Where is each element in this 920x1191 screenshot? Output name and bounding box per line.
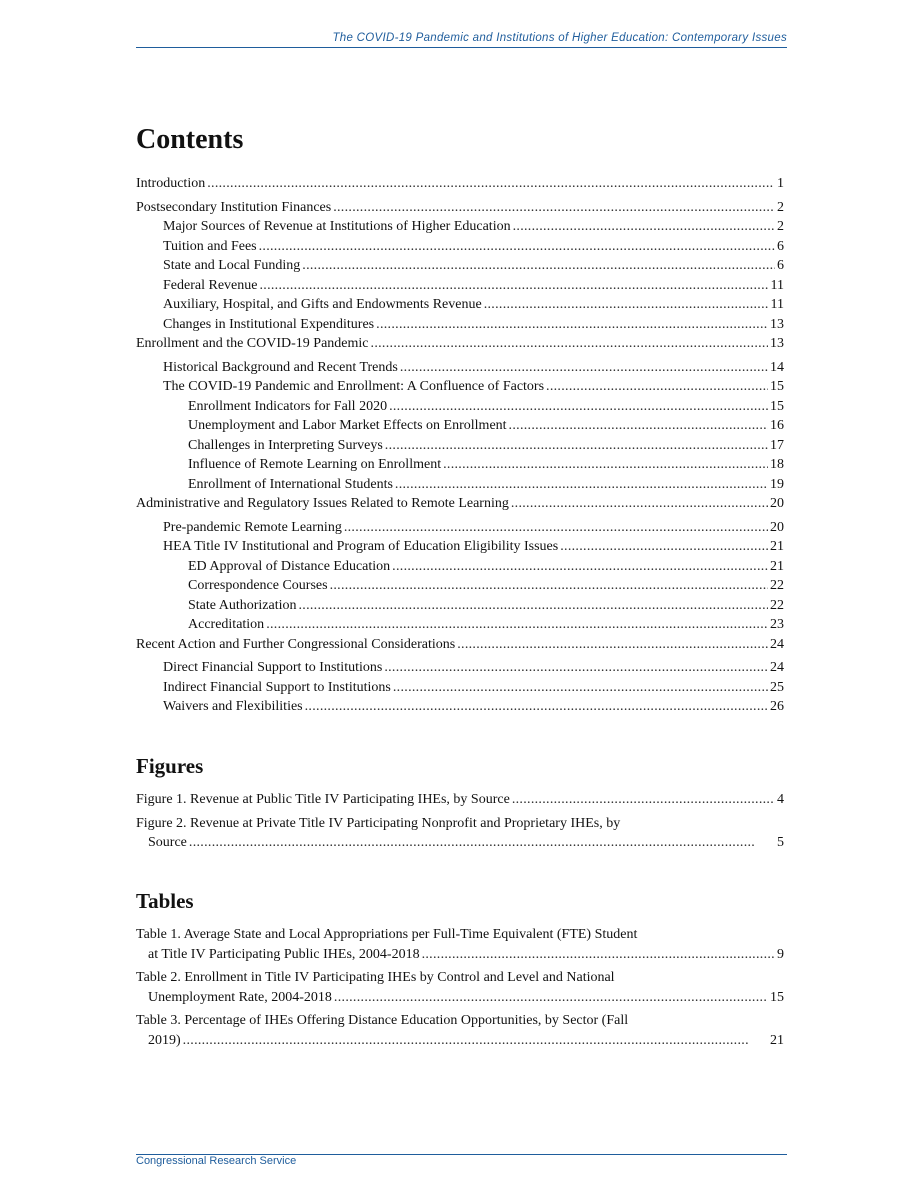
toc-entry[interactable]: Waivers and Flexibilities . . . 26 <box>136 697 784 717</box>
toc-entry[interactable]: Correspondence Courses . . . 22 <box>136 576 784 596</box>
toc-entry[interactable]: Administrative and Regulatory Issues Related to Remote Learning . . . 20 <box>136 494 784 514</box>
figures-heading: Figures <box>136 754 204 778</box>
figure-entry[interactable]: Figure 2. Revenue at Private Title IV Participating Nonprofit and Proprietary IHEs, by Source . . . 5 <box>136 814 784 853</box>
toc-entry[interactable]: Introduction . . . 1 <box>136 174 784 194</box>
tables-heading: Tables <box>136 889 194 913</box>
toc-entry[interactable]: Direct Financial Support to Institutions . . . 24 <box>136 658 784 678</box>
toc-entry[interactable]: Enrollment of International Students . . . 19 <box>136 475 784 495</box>
toc-entry[interactable]: HEA Title IV Institutional and Program of Education Eligibility Issues . . . 21 <box>136 537 784 557</box>
table-entry[interactable]: Table 1. Average State and Local Appropriations per Full-Time Equivalent (FTE) Student at Title IV Participating Public IHEs, 2004-2018 . . . 9 <box>136 925 784 964</box>
toc-entry[interactable]: Changes in Institutional Expenditures . . . 13 <box>136 315 784 335</box>
figures-list <box>136 790 784 853</box>
toc-entry[interactable]: Tuition and Fees . . . 6 <box>136 237 784 257</box>
figure-entry-line1: Figure 2. Revenue at Private Title IV Participating Nonprofit and Proprietary IHEs, by <box>136 815 621 831</box>
table-entry-line1: Table 2. Enrollment in Title IV Participating IHEs by Control and Level and National <box>136 970 615 985</box>
toc-entry[interactable]: Federal Revenue . . . 11 <box>136 276 784 296</box>
table-entry-line1: Table 1. Average State and Local Appropriations per Full-Time Equivalent (FTE) Student <box>136 927 638 942</box>
running-footer: Congressional Research Service <box>136 1155 297 1167</box>
toc-entry[interactable]: Auxiliary, Hospital, and Gifts and Endowments Revenue . . . 11 <box>136 295 784 315</box>
toc-entry[interactable]: Unemployment and Labor Market Effects on Enrollment . . . 16 <box>136 416 784 436</box>
figure-entry[interactable]: Figure 1. Revenue at Public Title IV Participating IHEs, by Source . . . 4 <box>136 790 784 810</box>
toc-entry[interactable]: State and Local Funding . . . 6 <box>136 256 784 276</box>
toc-entry[interactable]: The COVID-19 Pandemic and Enrollment: A Confluence of Factors . . . 15 <box>136 377 784 397</box>
toc-entry[interactable]: Enrollment and the COVID-19 Pandemic . . . 13 <box>136 334 784 354</box>
table-entry[interactable]: Table 2. Enrollment in Title IV Participating IHEs by Control and Level and National Unemployment Rate, 2004-2018 . . . 15 <box>136 968 784 1007</box>
toc-entry[interactable]: Enrollment Indicators for Fall 2020 . . . 15 <box>136 397 784 417</box>
contents-heading: Contents <box>136 124 244 155</box>
toc-entry[interactable]: Pre-pandemic Remote Learning . . . 20 <box>136 518 784 538</box>
toc-entry[interactable]: Recent Action and Further Congressional Considerations . . . 24 <box>136 635 784 655</box>
tables-list <box>136 925 784 1050</box>
toc-entry[interactable]: Historical Background and Recent Trends . . . 14 <box>136 358 784 378</box>
toc-entry[interactable]: Accreditation . . . 23 <box>136 615 784 635</box>
table-entry[interactable]: Table 3. Percentage of IHEs Offering Distance Education Opportunities, by Sector (Fall 2019) . . . 21 <box>136 1011 784 1050</box>
running-header: The COVID-19 Pandemic and Institutions of Higher Education: Contemporary Issues <box>332 32 787 44</box>
toc-entry[interactable]: State Authorization . . . 22 <box>136 596 784 616</box>
toc-entry[interactable]: Major Sources of Revenue at Institutions of Higher Education . . . 2 <box>136 217 784 237</box>
toc-entry[interactable]: Postsecondary Institution Finances . . . 2 <box>136 198 784 218</box>
table-entry-line1: Table 3. Percentage of IHEs Offering Distance Education Opportunities, by Sector (Fall <box>136 1013 629 1028</box>
toc-entry[interactable]: Influence of Remote Learning on Enrollment . . . 18 <box>136 455 784 475</box>
contents-list <box>136 174 784 717</box>
header-rule <box>136 47 787 48</box>
toc-entry[interactable]: Indirect Financial Support to Institutions . . . 25 <box>136 678 784 698</box>
toc-entry[interactable]: Challenges in Interpreting Surveys . . . 17 <box>136 436 784 456</box>
toc-entry[interactable]: ED Approval of Distance Education . . . 21 <box>136 557 784 577</box>
